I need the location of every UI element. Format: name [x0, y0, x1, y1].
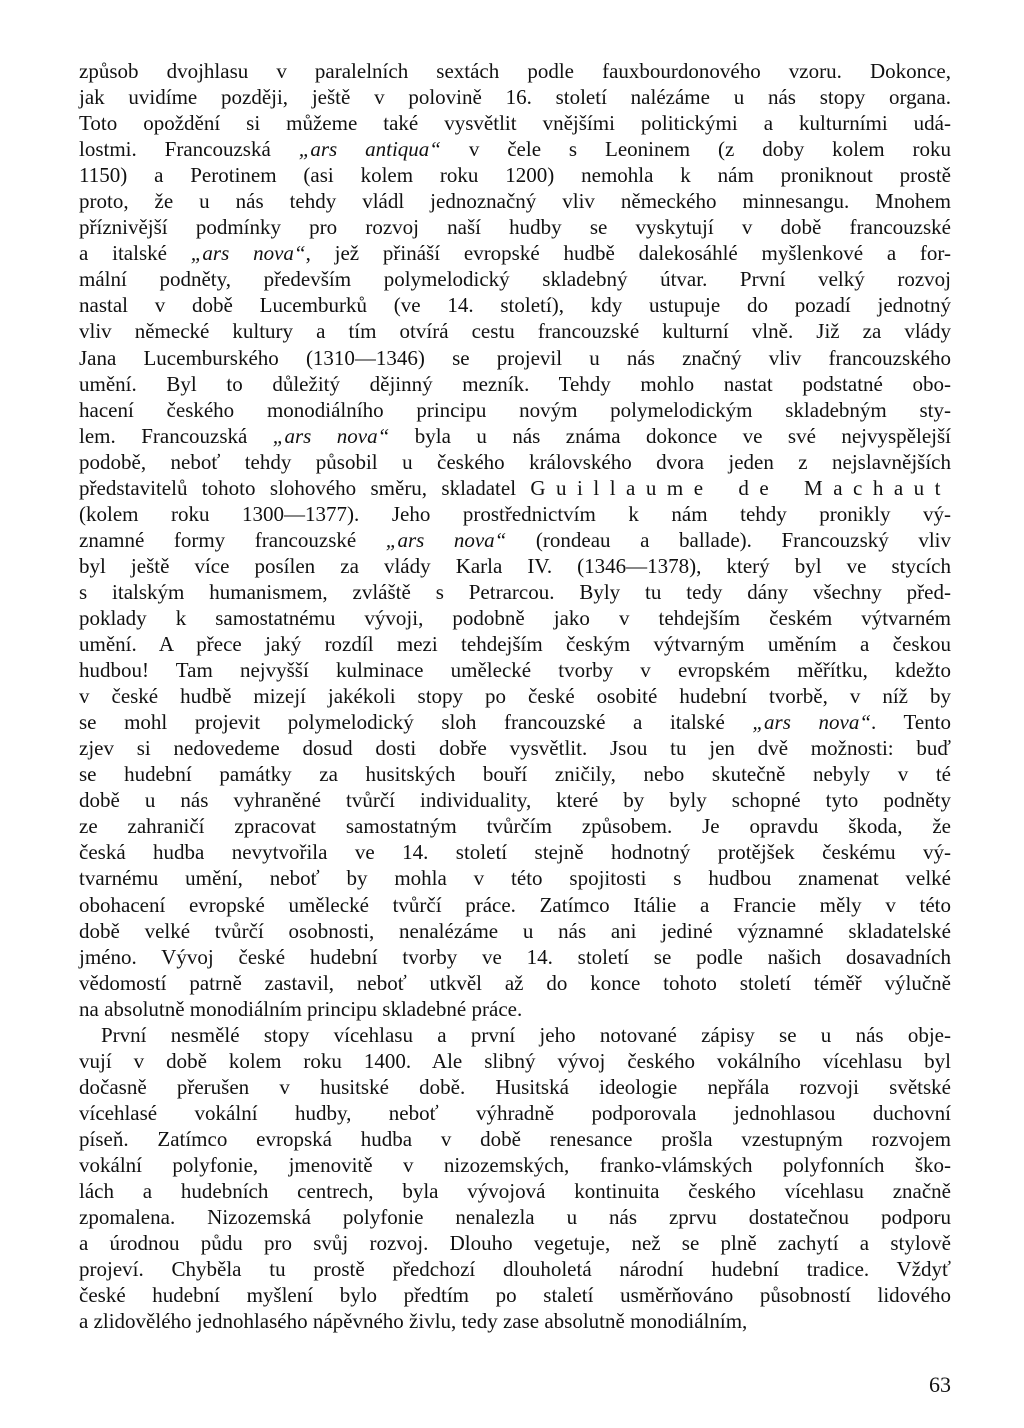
- text-run: nastal v době Lucemburků (ve 14. století), kdy ustupuje do pozadí jednotný: [79, 293, 951, 318]
- text-line: [79, 1022, 951, 1048]
- text-line: [79, 553, 951, 579]
- text-line: [79, 1256, 951, 1282]
- text-run: v čele s Leoninem (z doby kolem roku: [440, 137, 952, 162]
- text-run: (rondeau a ballade). Francouzský vliv: [506, 527, 951, 552]
- text-run: vují v době kolem roku 1400. Ale slibný vývoj českého vokálního vícehlasu byl: [79, 1048, 951, 1073]
- text-line: [79, 839, 951, 865]
- text-run: píseň. Zatímco evropská hudba v době renesance prošla vzestupným rozvojem: [79, 1126, 951, 1151]
- text-line: [79, 214, 951, 240]
- text-run: se hudební památky za husitských bouří zničily, nebo skutečně nebyly v té: [79, 762, 951, 787]
- italic-term: „ars nova“: [752, 710, 872, 735]
- text-run: mální podněty, především polymelodický skladebný útvar. První velký rozvoj: [79, 267, 951, 292]
- text-run: příznivější podmínky pro rozvoj naší hudby se vyskytují v době francouzské: [79, 215, 951, 240]
- text-line: [79, 1074, 951, 1100]
- page-number: 63: [929, 1372, 951, 1397]
- text-run: obohacení evropské umělecké tvůrčí práce. Zatímco Itálie a Francie měly v této: [79, 892, 951, 917]
- text-line: [79, 188, 951, 214]
- text-line: [79, 944, 951, 970]
- text-line: [79, 162, 951, 188]
- text-run: (kolem roku 1300—1377). Jeho prostřednictvím k nám tehdy pronikly vý-: [79, 501, 951, 526]
- text-run: tvarnému umění, neboť by mohla v této spojitosti s hudbou znamenat velké: [79, 866, 951, 891]
- text-line: [79, 371, 951, 397]
- text-run: v české hudbě mizejí jakékoli stopy po české osobité hudební tvorbě, v níž by: [79, 684, 951, 709]
- text-run: znamné formy francouzské: [79, 527, 386, 552]
- text-run: lem. Francouzská: [79, 423, 273, 448]
- text-line: [79, 475, 951, 501]
- text-line: [79, 527, 951, 553]
- text-run: způsob dvojhlasu v paralelních sextách podle fauxbourdonového vzoru. Dokonce,: [79, 59, 951, 83]
- text-run: projeví. Chyběla tu prostě předchozí dlouholetá národní hudební tradice. Vždyť: [79, 1257, 951, 1282]
- text-run: jméno. Vývoj české hudební tvorby ve 14. století se podle našich dosavadních: [79, 944, 951, 969]
- text-run: 1150) a Perotinem (asi kolem roku 1200) nemohla k nám proniknout prostě: [79, 163, 951, 188]
- italic-term: „ars nova“: [385, 527, 507, 552]
- text-line: [79, 318, 951, 344]
- text-line: [79, 865, 951, 891]
- text-line: [79, 1308, 951, 1334]
- text-run: umění. Byl to důležitý dějinný mezník. Tehdy mohlo nastat podstatné obo-: [79, 371, 951, 396]
- text-run: jak uvidíme později, ještě v polovině 16. století nalézáme u nás stopy organa.: [79, 85, 951, 110]
- text-line: [79, 292, 951, 318]
- text-line: [79, 892, 951, 918]
- text-run: s italským humanismem, zvláště s Petrarcou. Byly tu tedy dány všechny před-: [79, 579, 951, 604]
- text-line: [79, 1152, 951, 1178]
- text-line: [79, 709, 951, 735]
- text-line: [79, 813, 951, 839]
- text-line: [79, 1178, 951, 1204]
- text-run: představitelů tohoto slohového směru, skladatel: [79, 475, 531, 500]
- text-run: lostmi. Francouzská: [79, 137, 299, 162]
- text-line: [79, 918, 951, 944]
- text-run: byla u nás známa dokonce ve své nejvyspělejší: [389, 423, 951, 448]
- spaced-name: Guillaume de Machaut: [530, 475, 952, 500]
- text-line: [79, 735, 951, 761]
- text-run: vliv německé kultury a tím otvírá cestu francouzské kulturní vlně. Již za vlády: [79, 319, 951, 344]
- text-run: , jež přináší evropské hudbě dalekosáhlé myšlenkové a for-: [305, 241, 951, 266]
- text-line: [79, 449, 951, 475]
- text-line: [79, 657, 951, 683]
- text-line: [79, 996, 951, 1022]
- page-body: [79, 58, 951, 1334]
- text-line: [79, 397, 951, 423]
- text-line: [79, 84, 951, 110]
- text-run: vícehlasé vokální hudby, neboť výhradně podporovala jednohlasou duchovní: [79, 1100, 951, 1125]
- italic-term: „ars nova“: [272, 423, 390, 448]
- text-run: umění. A přece jaký rozdíl mezi tehdejším českým výtvarným uměním a českou: [79, 632, 951, 657]
- italic-term: „ars nova“: [190, 241, 306, 266]
- text-line: [79, 1204, 951, 1230]
- text-line: [79, 266, 951, 292]
- text-line: [79, 1282, 951, 1308]
- text-run: podobě, neboť tehdy působil u českého královského dvora jeden z nejslavnějších: [79, 449, 951, 474]
- text-run: české hudební myšlení bylo předtím po staletí usměrňováno působností lidového: [79, 1283, 951, 1308]
- text-run: zjev si nedovedeme dosud dosti dobře vysvětlit. Jsou tu jen dvě možnosti: buď: [79, 736, 951, 761]
- text-line: [79, 240, 951, 266]
- text-line: [79, 970, 951, 996]
- text-run: lách a hudebních centrech, byla vývojová kontinuita českého vícehlasu značně: [79, 1179, 951, 1204]
- text-line: [79, 787, 951, 813]
- text-run: se mohl projevit polymelodický sloh francouzské a italské: [79, 710, 753, 735]
- text-line: [79, 761, 951, 787]
- text-line: [79, 136, 951, 162]
- text-run: době velké tvůrčí osobnosti, nenalézáme u nás ani jediné významné skladatelské: [79, 918, 951, 943]
- text-run: byl ještě více posílen za vlády Karla IV. (1346—1378), který byl ve stycích: [79, 553, 951, 578]
- text-run: vědomostí patrně zastavil, neboť utkvěl až do konce tohoto století téměř výlučně: [79, 970, 951, 995]
- text-run: poklady k samostatnému vývoji, podobně jako v tehdejším českém výtvarném: [79, 605, 951, 630]
- text-line: [79, 501, 951, 527]
- text-line: [79, 1100, 951, 1126]
- text-flow: [79, 58, 951, 1334]
- text-run: česká hudba nevytvořila ve 14. století stejně hodnotný protějšek českému vý-: [79, 840, 951, 865]
- text-run: a italské: [79, 241, 191, 266]
- text-run: . Tento: [871, 710, 952, 735]
- text-line: [79, 58, 951, 84]
- text-run: a úrodnou půdu pro svůj rozvoj. Dlouho vegetuje, než se plně zachytí a stylově: [79, 1231, 951, 1256]
- text-run: Toto opoždění si můžeme také vysvětlit vnějšími politickými a kulturními udá-: [79, 111, 951, 136]
- italic-term: „ars antiqua“: [298, 137, 441, 162]
- text-run: dočasně přerušen v husitské době. Husitská ideologie nepřála rozvoji světské: [79, 1074, 951, 1099]
- text-line: [79, 423, 951, 449]
- text-line: [79, 1230, 951, 1256]
- text-run: hudbou! Tam nejvyšší kulminace umělecké tvorby v evropském měřítku, kdežto: [79, 658, 951, 683]
- text-run: Jana Lucemburského (1310—1346) se projevil u nás značný vliv francouzského: [79, 345, 951, 370]
- text-run: proto, že u nás tehdy vládl jednoznačný vliv německého minnesangu. Mnohem: [79, 189, 951, 214]
- text-line: [79, 631, 951, 657]
- text-line: [79, 345, 951, 371]
- text-line: [79, 1048, 951, 1074]
- text-run: na absolutně monodiálním principu skladebné práce.: [79, 996, 523, 1021]
- text-line: [79, 110, 951, 136]
- text-line: [79, 1126, 951, 1152]
- text-run: První nesmělé stopy vícehlasu a první jeho notované zápisy se u nás obje-: [101, 1022, 951, 1047]
- text-run: zpomalena. Nizozemská polyfonie nenalezla u nás zprvu dostatečnou podporu: [79, 1205, 951, 1230]
- text-run: době u nás vyhraněné tvůrčí individuality, které by byly schopné tyto podněty: [79, 788, 951, 813]
- text-run: a zlidovělého jednohlasého nápěvného živlu, tedy zase absolutně monodiálním,: [79, 1309, 748, 1334]
- text-run: vokální polyfonie, jmenovitě v nizozemských, franko-vlámských polyfonních ško-: [79, 1152, 951, 1177]
- text-line: [79, 683, 951, 709]
- text-run: ze zahraničí zpracovat samostatným tvůrčím způsobem. Je opravdu škoda, že: [79, 814, 951, 839]
- text-line: [79, 579, 951, 605]
- text-line: [79, 605, 951, 631]
- text-run: hacení českého monodiálního principu novým polymelodickým skladebným sty-: [79, 397, 951, 422]
